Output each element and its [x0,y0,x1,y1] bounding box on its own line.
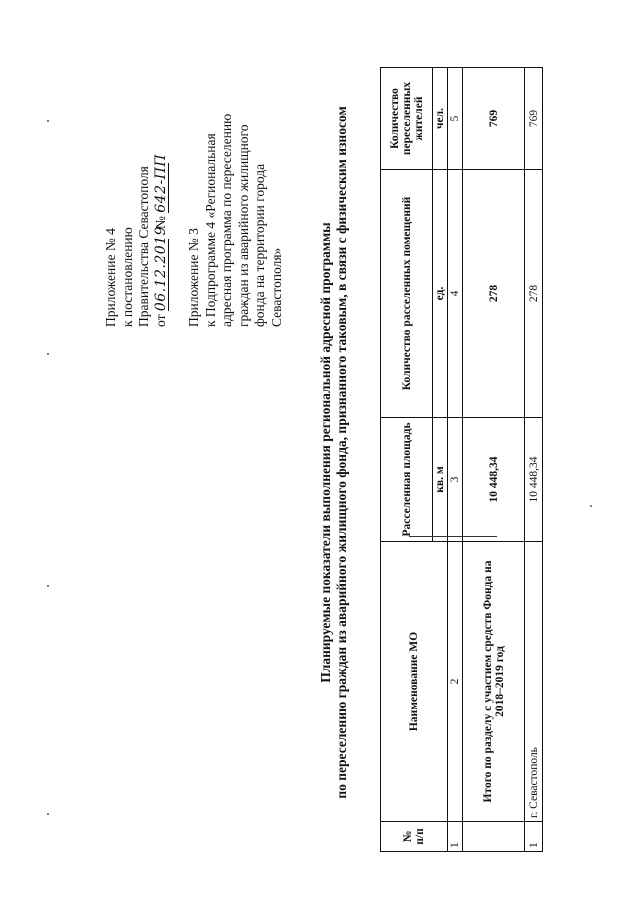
header-residents: Количество переселенных жителей [381,68,433,170]
scan-speck [47,353,49,355]
header-premises: Количество расселенных помещений [381,170,433,418]
unit-area: кв. м [433,418,448,542]
appendix-4-block [103,153,169,327]
table-header-row [381,68,433,852]
total-premises: 278 [463,170,525,418]
colnum-5: 5 [448,68,463,170]
table-total-row [463,68,525,852]
number-label: № [152,216,168,230]
colnum-1: 1 [448,822,463,852]
appendix-4-line2: к постановлению [119,227,135,327]
scan-speck [47,813,49,815]
colnum-4: 4 [448,170,463,418]
total-residents: 769 [463,68,525,170]
title-line-1: Планируемые показатели выполнения региональной адресной программы [318,222,333,683]
appendix-4-title: Приложение № 4 [103,228,118,327]
document-title [318,0,350,905]
table-column-numbers-row [448,68,463,852]
appendix-4-line3: Правительства Севастополя [136,166,151,327]
appendix-3-title: Приложение № 3 [186,228,201,327]
appendix-3-text: к Подпрограмме 4 «Региональная адресная программа по переселению граждан из аварийного жилищного фонда на территории города Севастополя» [202,113,284,327]
total-area: 10 448,34 [463,418,525,542]
row-num: 1 [525,822,543,852]
from-label: от [152,314,168,327]
handwritten-date: 06.12.2019 [152,225,169,312]
colnum-3: 3 [448,418,463,542]
row-area: 10 448,34 [525,418,543,542]
row-residents: 769 [525,68,543,170]
scan-speck [47,120,49,122]
handwritten-number: 642-ПП [152,153,169,213]
unit-premises: ед. [433,170,448,418]
header-area: Расселенная площадь [381,418,433,542]
appendix-4-date-line [152,153,170,327]
total-num-cell [463,822,525,852]
header-name: Наименование МО [381,542,448,822]
signature-line [409,536,497,537]
row-name: г. Севастополь [525,542,543,822]
title-line-2: по переселению граждан из аварийного жилищного фонда, признанного таковым, в связи с физическим износом [334,106,349,799]
appendix-3-block [186,97,285,327]
scan-speck [47,585,49,587]
unit-residents: чел. [433,68,448,170]
scan-speck [590,505,592,507]
table-row [525,68,543,852]
row-premises: 278 [525,170,543,418]
total-label: Итого по разделу с участием средств Фонда на 2018–2019 год [463,542,525,822]
colnum-2: 2 [448,542,463,822]
indicators-table [380,67,543,852]
header-num: № п/п [381,822,448,852]
